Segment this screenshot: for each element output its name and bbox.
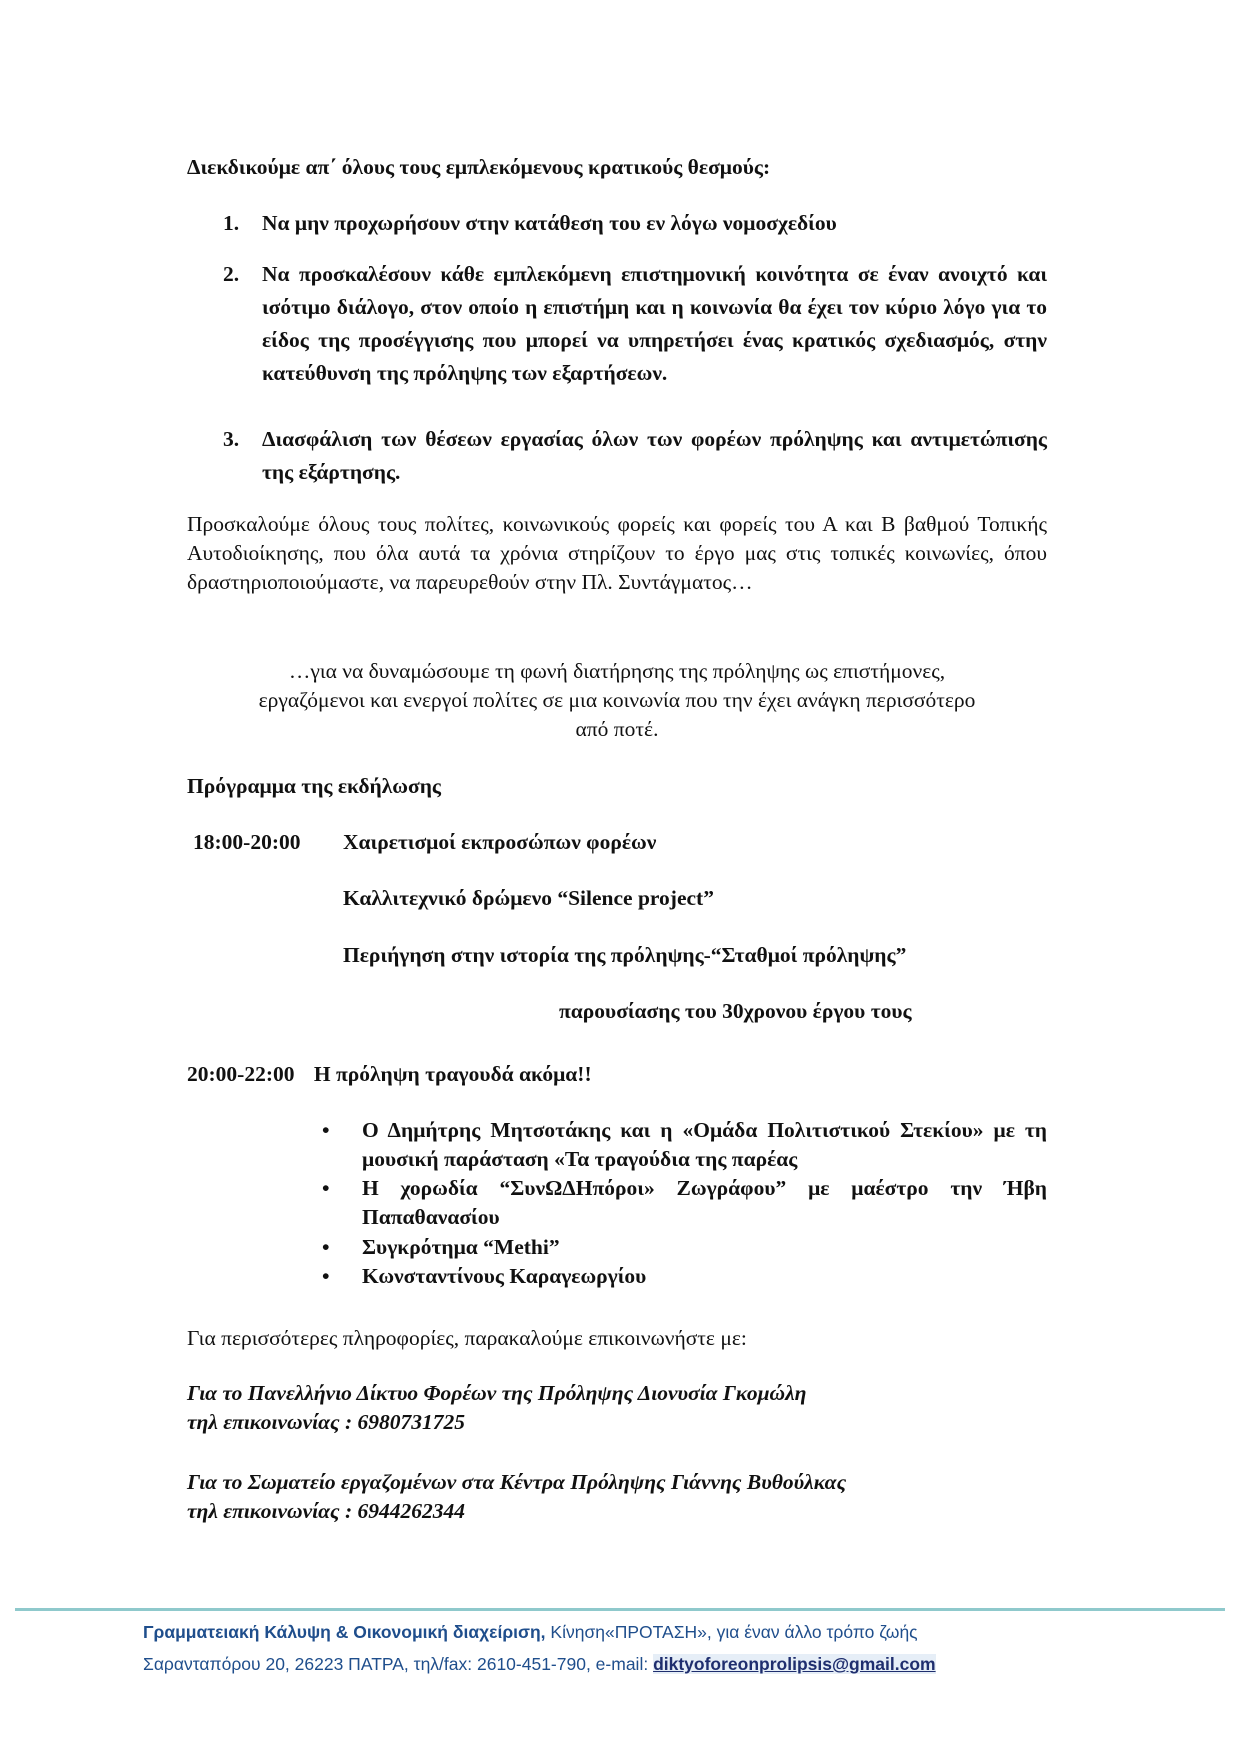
contact-name: Για το Πανελλήνιο Δίκτυο Φορέων της Πρόληψης Διονυσία Γκομώλη [187, 1381, 807, 1405]
contact-phone: τηλ επικοινωνίας : 6944262344 [187, 1499, 465, 1523]
program-item: Καλλιτεχνικό δρώμενο “Silence project” [343, 886, 714, 910]
demand-text: Να μην προχωρήσουν στην κατάθεση του εν λόγω νομοσχεδίου [262, 211, 837, 235]
slot2-time: 20:00-22:00 [187, 1062, 295, 1086]
bullet-icon: • [322, 1264, 330, 1288]
footer-address: Σαρανταπόρου 20, 26223 ΠΑΤΡΑ, τηλ/fax: 2610-451-790, e-mail: [143, 1654, 654, 1674]
quote-line: εργαζόμενοι και ενεργοί πολίτες σε μια κοινωνία που την έχει ανάγκη περισσότερο [258, 688, 976, 712]
contact-intro: Για περισσότερες πληροφορίες, παρακαλούμε επικοινωνήστε με: [187, 1326, 747, 1350]
program-item: Χαιρετισμοί εκπροσώπων φορέων [343, 830, 657, 854]
bullet-icon: • [322, 1118, 330, 1142]
bullet-icon: • [322, 1176, 330, 1200]
slot2-row [187, 1058, 1047, 1091]
demand-number: 1. [223, 211, 240, 235]
performer-text: Συγκρότημα “Methi” [362, 1235, 560, 1259]
performer-text: Κωνσταντίνους Καραγεωργίου [362, 1264, 647, 1288]
program-item: παρουσίασης του 30χρονου έργου τους [559, 999, 912, 1023]
contact-block [187, 1379, 1047, 1437]
email-link[interactable]: diktyoforeonprolipsis@gmail.com [653, 1654, 936, 1674]
bullet-icon: • [322, 1235, 330, 1259]
intro-heading: Διεκδικούμε απ΄ όλους τους εμπλεκόμενους κρατικούς θεσμούς: [187, 155, 771, 179]
demand-text: Να προσκαλέσουν κάθε εμπλεκόμενη επιστημονική κοινότητα σε έναν ανοιχτό και ισότιμο διάλογο, στον οποίο η επιστήμη και η κοινωνία θα έχει τον κύριο λόγο για το είδος της προσέγγισης που μπορεί να υπηρετήσει ένας κρατικός σχεδιασμός, στην κατεύθυνση της πρόληψης των εξαρτήσεων. [262, 262, 1047, 385]
demand-number: 2. [223, 262, 240, 286]
slot1-time: 18:00-20:00 [193, 830, 301, 854]
contact-block [187, 1468, 1047, 1526]
demand-text: Διασφάλιση των θέσεων εργασίας όλων των φορέων πρόληψης και αντιμετώπισης της εξάρτησης. [262, 427, 1047, 484]
footer-divider [15, 1608, 1225, 1611]
performer-text: Ο Δημήτρης Μητσοτάκης και η «Ομάδα Πολιτιστικού Στεκίου» με τη μουσική παράσταση «Τα τραγούδια της παρέας [362, 1118, 1047, 1171]
demand-number: 3. [223, 427, 240, 451]
contact-name: Για το Σωματείο εργαζομένων στα Κέντρα Πρόληψης Γιάννης Βυθούλκας [187, 1470, 847, 1494]
invitation-paragraph: Προσκαλούμε όλους τους πολίτες, κοινωνικούς φορείς και φορείς του Α και Β βαθμού Τοπικής Αυτοδιοίκησης, που όλα αυτά τα χρόνια στηρίζουν το έργο μας στις τοπικές κοινωνίες, όπου δραστηριοποιούμαστε, να παρευρεθούν στην Πλ. Συντάγματος… [187, 512, 1047, 594]
footer-org-label: Γραμματειακή Κάλυψη & Οικονομική διαχείριση, [143, 1622, 546, 1642]
program-heading: Πρόγραμμα της εκδήλωσης [187, 774, 441, 798]
quote-line: …για να δυναμώσουμε τη φωνή διατήρησης της πρόληψης ως επιστήμονες, [288, 659, 946, 683]
footer-org-name: Κίνηση«ΠΡΟΤΑΣΗ», για έναν άλλο τρόπο ζωής [545, 1622, 918, 1642]
footer-line-2 [143, 1650, 936, 1678]
quote-line: από ποτέ. [575, 717, 659, 741]
program-item: Περιήγηση στην ιστορία της πρόληψης-“Σταθμοί πρόληψης” [343, 943, 907, 967]
quote-block [187, 657, 1047, 744]
slot2-title: Η πρόληψη τραγουδά ακόμα!! [313, 1062, 592, 1086]
contact-phone: τηλ επικοινωνίας : 6980731725 [187, 1410, 465, 1434]
footer-line-1 [143, 1618, 918, 1646]
performer-text: Η χορωδία “ΣυνΩΔΗπόροι» Ζωγράφου” με μαέστρο την Ήβη Παπαθανασίου [362, 1176, 1047, 1229]
